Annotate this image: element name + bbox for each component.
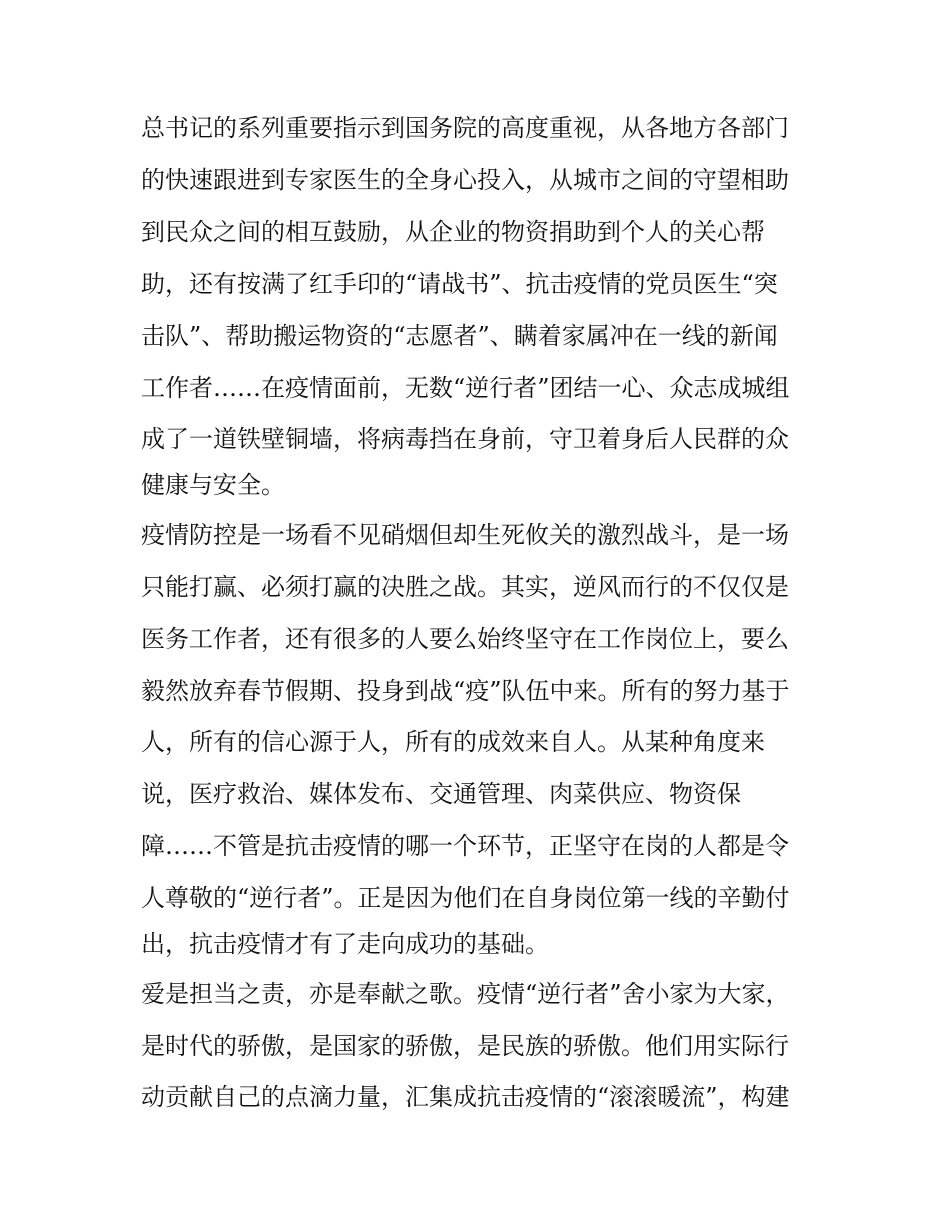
text-line: 击队”、帮助搬运物资的“志愿者”、瞒着家属冲在一线的新闻	[141, 322, 778, 350]
text-line: 的快速跟进到专家医生的全身心投入，从城市之间的守望相助	[141, 166, 789, 194]
text-line: 成了一道铁壁铜墙，将病毒挡在身前，守卫着身后人民群的众	[141, 425, 789, 453]
text-line: 是时代的骄傲，是国家的骄傲，是民族的骄傲。他们用实际行	[141, 1032, 789, 1060]
text-line: 健康与安全。	[141, 471, 285, 499]
text-line: 毅然放弃春节假期、投身到战“疫”队伍中来。所有的努力基于	[141, 677, 790, 705]
text-line: 总书记的系列重要指示到国务院的高度重视，从各地方各部门	[141, 114, 789, 142]
text-line: 爱是担当之责，亦是奉献之歌。疫情“逆行者”舍小家为大家，	[141, 980, 790, 1008]
text-line: 助，还有按满了红手印的“请战书”、抗击疫情的党员医生“突	[141, 270, 778, 298]
text-line: 疫情防控是一场看不见硝烟但却生死攸关的激烈战斗，是一场	[141, 521, 789, 549]
text-line: 出，抗击疫情才有了走向成功的基础。	[141, 930, 549, 958]
text-line: 工作者……在疫情面前，无数“逆行者”团结一心、众志成城组	[141, 374, 790, 402]
text-line: 到民众之间的相互鼓励，从企业的物资捐助到个人的关心帮	[141, 218, 765, 246]
text-line: 障……不管是抗击疫情的哪一个环节，正坚守在岗的人都是令	[141, 832, 789, 860]
text-line: 人，所有的信心源于人，所有的成效来自人。从某种角度来	[141, 728, 765, 756]
text-line: 说，医疗救治、媒体发布、交通管理、肉菜供应、物资保	[141, 780, 741, 808]
text-line: 只能打赢、必须打赢的决胜之战。其实，逆风而行的不仅仅是	[141, 573, 789, 601]
text-line: 人尊敬的“逆行者”。正是因为他们在自身岗位第一线的辛勤付	[141, 884, 790, 912]
text-line: 医务工作者，还有很多的人要么始终坚守在工作岗位上，要么	[141, 625, 789, 653]
text-line: 动贡献自己的点滴力量，汇集成抗击疫情的“滚滚暖流”，构建	[141, 1083, 790, 1111]
